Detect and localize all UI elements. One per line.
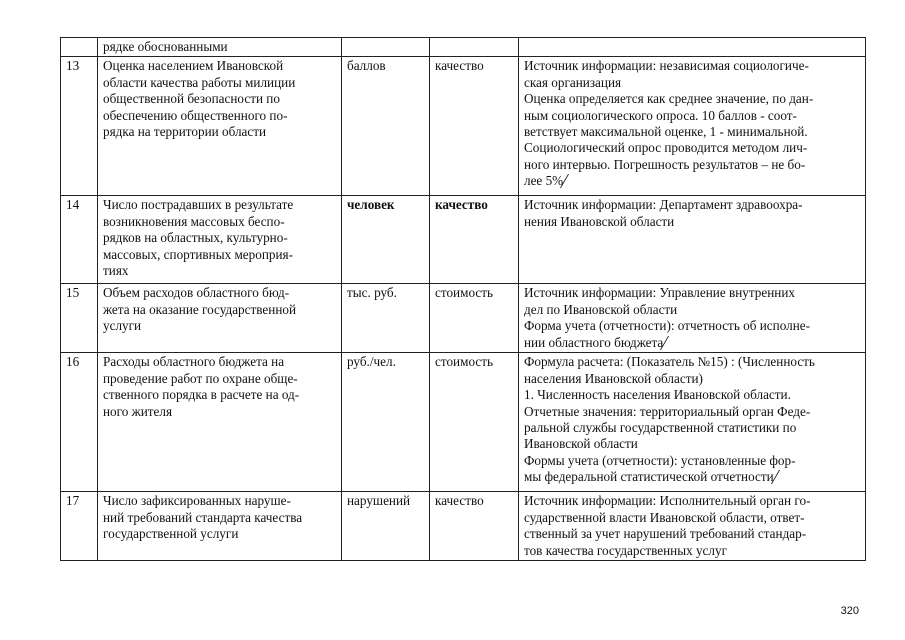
description-cell xyxy=(519,57,866,196)
unit-cell: баллов xyxy=(342,57,430,196)
text-line: 1. Численность населения Ивановской области. xyxy=(524,387,791,403)
text-line: Форма учета (отчетности): отчетность об исполне- xyxy=(524,318,811,334)
unit-cell: нарушений xyxy=(342,492,430,561)
text-line: Социологический опрос проводится методом лич- xyxy=(524,140,808,156)
text-line: Формула расчета: (Показатель №15) : (Численность xyxy=(524,354,815,370)
table-row-13 xyxy=(61,57,866,196)
unit-cell xyxy=(342,38,430,57)
text-line: Источник информации: Управление внутренних xyxy=(524,285,796,301)
row-number: 13 xyxy=(61,57,98,196)
text-line: обеспечению общественного по- xyxy=(103,107,288,123)
unit-cell: тыс. руб. xyxy=(342,284,430,353)
indicator-name xyxy=(98,38,342,57)
table-row-14 xyxy=(61,196,866,284)
description-cell xyxy=(519,353,866,492)
row-number: 14 xyxy=(61,196,98,284)
table-row-16 xyxy=(61,353,866,492)
text-line: Объем расходов областного бюд- xyxy=(103,285,290,301)
text-line: рядков на областных, культурно- xyxy=(103,230,288,246)
text-line: Оценка населением Ивановской xyxy=(103,58,284,74)
text-line: Источник информации: Департамент здравоохра- xyxy=(524,197,803,213)
text-line: тов качества государственных услуг xyxy=(524,542,727,558)
indicator-table-body xyxy=(61,38,866,561)
description-cell xyxy=(519,38,866,57)
checkmark-icon xyxy=(663,336,672,348)
type-cell: стоимость xyxy=(430,353,519,492)
description-cell xyxy=(519,284,866,353)
text-line: ного интервью. Погрешность результатов – не бо- xyxy=(524,156,806,172)
text-line: ного жителя xyxy=(103,403,173,419)
type-cell: качество xyxy=(430,196,519,284)
text-line: государственной услуги xyxy=(103,526,239,542)
text-line: Источник информации: независимая социологиче- xyxy=(524,58,809,74)
text-line: Отчетные значения: территориальный орган Феде- xyxy=(524,403,811,419)
type-cell: качество xyxy=(430,57,519,196)
text-line: Число пострадавших в результате xyxy=(103,197,294,213)
text-line: ний требований стандарта качества xyxy=(103,509,303,525)
text-line: ральной службы государственной статистики по xyxy=(524,420,797,436)
text-line: рядке обоснованными xyxy=(103,39,228,54)
text-line: сударственной власти Ивановской области, ответ- xyxy=(524,509,805,525)
text-line: проведение работ по охране обще- xyxy=(103,370,298,386)
text-line-with-mark xyxy=(524,173,860,189)
type-cell: стоимость xyxy=(430,284,519,353)
description-cell xyxy=(519,196,866,284)
text-line: Оценка определяется как среднее значение, по дан- xyxy=(524,91,814,107)
indicator-name xyxy=(98,196,342,284)
row-number: 17 xyxy=(61,492,98,561)
description-cell xyxy=(519,492,866,561)
text-line-with-mark xyxy=(524,335,860,351)
text-fragment: мы федеральной статистической отчетности xyxy=(524,469,774,485)
indicator-table xyxy=(60,37,866,561)
unit-cell: человек xyxy=(342,196,430,284)
unit-cell: руб./чел. xyxy=(342,353,430,492)
table-row-17 xyxy=(61,492,866,561)
text-line: возникновения массовых беспо- xyxy=(103,213,285,229)
text-fragment: лее 5% xyxy=(524,173,564,189)
row-number: 16 xyxy=(61,353,98,492)
text-line: Ивановской области xyxy=(524,436,638,452)
text-line: нения Ивановской области xyxy=(524,213,675,229)
indicator-name xyxy=(98,353,342,492)
text-line: ветствует максимальной оценке, 1 - минимальной. xyxy=(524,124,808,140)
row-number xyxy=(61,38,98,57)
checkmark-icon xyxy=(774,470,783,482)
text-line: массовых, спортивных мероприя- xyxy=(103,246,294,262)
text-fragment: нии областного бюджета xyxy=(524,334,664,350)
text-line: услуги xyxy=(103,318,142,334)
text-line: ская организация xyxy=(524,74,622,90)
text-line: области качества работы милиции xyxy=(103,74,296,90)
text-line: Число зафиксированных наруше- xyxy=(103,493,291,509)
type-cell xyxy=(430,38,519,57)
table-row-continuation xyxy=(61,38,866,57)
text-line: жета на оказание государственной xyxy=(103,301,297,317)
text-line: ным социологического опроса. 10 баллов - соот- xyxy=(524,107,797,123)
row-number: 15 xyxy=(61,284,98,353)
text-line: тиях xyxy=(103,263,129,279)
text-line: общественной безопасности по xyxy=(103,91,280,107)
indicator-name xyxy=(98,284,342,353)
text-line: населения Ивановской области) xyxy=(524,370,703,386)
text-line: рядка на территории области xyxy=(103,124,267,140)
text-line: ственный за учет нарушений требований стандар- xyxy=(524,526,807,542)
indicator-name xyxy=(98,492,342,561)
indicator-name xyxy=(98,57,342,196)
text-line: дел по Ивановской области xyxy=(524,301,678,317)
text-line: Расходы областного бюджета на xyxy=(103,354,285,370)
table-row-15 xyxy=(61,284,866,353)
text-line: Формы учета (отчетности): установленные фор- xyxy=(524,452,796,468)
checkmark-icon xyxy=(563,174,572,186)
page-number: 320 xyxy=(840,605,859,617)
text-line: Источник информации: Исполнительный орган го- xyxy=(524,493,811,509)
type-cell: качество xyxy=(430,492,519,561)
text-line-with-mark xyxy=(524,469,860,485)
text-line: ственного порядка в расчете на од- xyxy=(103,387,300,403)
